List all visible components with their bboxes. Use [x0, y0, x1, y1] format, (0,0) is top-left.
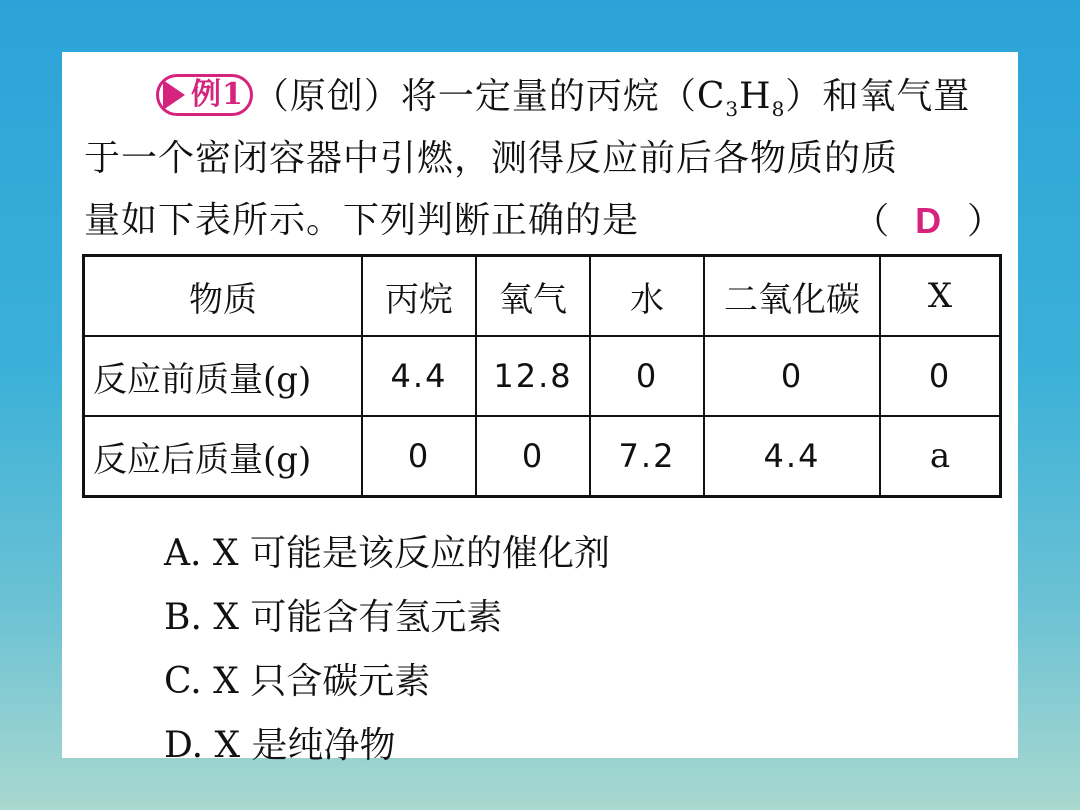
content-card — [62, 52, 1018, 766]
table-cell: 0 — [880, 336, 1001, 416]
header-cell: X — [880, 256, 1001, 337]
table-cell: 4.4 — [362, 336, 476, 416]
row-label: 反应后质量(g) — [84, 416, 363, 497]
question-line-3 — [84, 190, 1004, 252]
paren-open: （ — [853, 201, 891, 242]
mass-table — [82, 254, 1002, 498]
table-cell: 7.2 — [590, 416, 704, 497]
answer-text: D — [915, 200, 943, 241]
question-prefix: （原创）将一定量的丙烷（C — [252, 76, 726, 117]
header-cell: 水 — [590, 256, 704, 337]
table-header-row — [84, 256, 1001, 337]
table-cell: 4.4 — [704, 416, 880, 497]
table-cell: 0 — [704, 336, 880, 416]
question-suffix: ）和氧气置 — [785, 76, 971, 117]
header-cell: 氧气 — [476, 256, 590, 337]
option-c: C. X 只含碳元素 — [164, 661, 431, 702]
question-line-3-text: 量如下表所示。下列判断正确的是 — [84, 200, 640, 241]
option-b: B. X 可能含有氢元素 — [164, 597, 503, 638]
table-cell: a — [880, 416, 1001, 497]
table-cell: 12.8 — [476, 336, 590, 416]
example-label: 例1 — [191, 77, 244, 112]
formula-sub-3: 3 — [725, 97, 740, 122]
paren-close: ） — [966, 201, 1004, 242]
play-icon — [163, 80, 185, 110]
question-line-1 — [84, 66, 1004, 128]
header-cell: 物质 — [84, 256, 363, 337]
question-text — [84, 66, 1004, 252]
header-cell: 丙烷 — [362, 256, 476, 337]
table-row — [84, 336, 1001, 416]
question-line-2: 于一个密闭容器中引燃，测得反应前后各物质的质 — [84, 138, 899, 179]
header-cell: 二氧化碳 — [704, 256, 880, 337]
table-cell: 0 — [590, 336, 704, 416]
answer-bracket — [853, 190, 1004, 253]
option-a: A. X 可能是该反应的催化剂 — [164, 533, 610, 574]
example-badge — [156, 74, 253, 116]
table-row — [84, 416, 1001, 497]
options-list — [164, 522, 610, 778]
formula-sub-8: 8 — [771, 97, 786, 122]
table-cell: 0 — [476, 416, 590, 497]
table-cell: 0 — [362, 416, 476, 497]
formula-h: H — [739, 76, 772, 117]
option-d: D. X 是纯净物 — [164, 725, 396, 766]
row-label: 反应前质量(g) — [84, 336, 363, 416]
